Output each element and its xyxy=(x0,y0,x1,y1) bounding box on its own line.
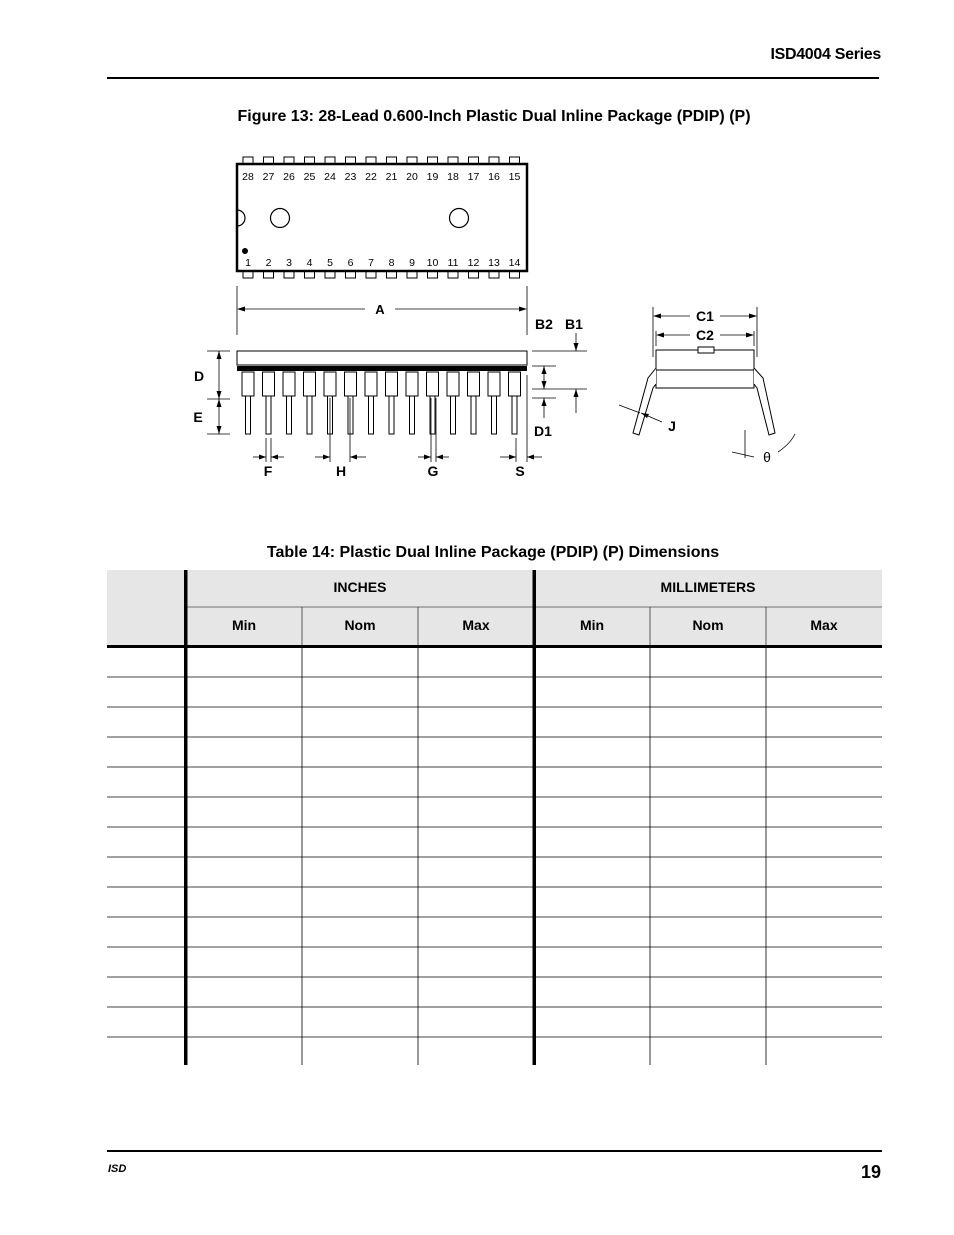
pin1-dot xyxy=(242,248,248,254)
label-c2: C2 xyxy=(696,327,714,343)
pin-number-label: 13 xyxy=(488,257,500,269)
pin-number-label: 24 xyxy=(324,171,336,183)
pin-number-label: 7 xyxy=(368,257,374,269)
label-e: E xyxy=(193,409,203,425)
side-view-leads xyxy=(242,372,521,434)
pin-number-label: 15 xyxy=(508,171,521,183)
pin-number-label: 9 xyxy=(409,257,415,269)
table-caption: Table 14: Plastic Dual Inline Package (PDIP) (P) Dimensions xyxy=(266,544,720,561)
footer-company: ISD xyxy=(108,1163,127,1175)
label-j: J xyxy=(668,418,676,434)
label-theta: θ xyxy=(763,449,771,465)
pin-number-label: 21 xyxy=(385,171,398,183)
pin-number-label: 3 xyxy=(286,257,292,269)
side-lead xyxy=(386,372,398,434)
subheader-mm-max: Max xyxy=(810,617,838,633)
subheader-inches-min: Min xyxy=(231,617,257,633)
pin-number-label: 18 xyxy=(447,171,459,183)
pin-number-label: 25 xyxy=(303,171,316,183)
pin-number-label: 6 xyxy=(347,257,354,269)
side-lead xyxy=(509,372,521,434)
subheader-inches-max: Max xyxy=(462,617,490,633)
label-c1: C1 xyxy=(696,308,714,324)
footer-rule xyxy=(107,1150,882,1152)
package-body-top xyxy=(237,164,527,271)
label-d: D xyxy=(193,368,205,384)
side-lead xyxy=(283,372,295,434)
pin-number-label: 12 xyxy=(467,257,480,269)
side-lead xyxy=(304,372,316,434)
pin-number-label: 11 xyxy=(447,257,459,269)
side-lead xyxy=(406,372,418,434)
series-title: ISD4004 Series xyxy=(770,46,881,63)
dimension-b-d1 xyxy=(532,333,587,418)
subheader-mm-nom: Nom xyxy=(692,617,724,633)
side-lead xyxy=(468,372,480,434)
pin-number-label: 4 xyxy=(306,257,313,269)
page-number: 19 xyxy=(860,1162,881,1182)
side-view xyxy=(237,351,527,434)
label-f: F xyxy=(263,463,273,479)
figure-caption: Figure 13: 28-Lead 0.600-Inch Plastic Dual Inline Package (PDIP) (P) xyxy=(237,108,751,125)
label-d1: D1 xyxy=(534,423,552,439)
side-lead xyxy=(365,372,377,434)
label-a: A xyxy=(375,302,385,317)
header-inches: INCHES xyxy=(333,579,387,595)
subheader-mm-min: Min xyxy=(579,617,605,633)
top-view xyxy=(237,157,527,278)
label-g: G xyxy=(427,463,439,479)
pin-number-label: 26 xyxy=(283,171,295,183)
side-lead xyxy=(427,372,439,434)
pin-number-label: 14 xyxy=(508,257,521,269)
label-b1: B1 xyxy=(565,316,583,332)
pin-number-label: 23 xyxy=(344,171,357,183)
pin-number-label: 28 xyxy=(242,171,254,183)
pin-number-label: 22 xyxy=(365,171,377,183)
side-lead xyxy=(242,372,254,434)
pin-number-label: 20 xyxy=(406,171,418,183)
label-h: H xyxy=(335,463,347,479)
pin-number-label: 10 xyxy=(426,257,439,269)
header-millimeters: MILLIMETERS xyxy=(660,579,756,595)
pin-number-label: 1 xyxy=(245,257,251,269)
subheader-inches-nom: Nom xyxy=(344,617,376,633)
pin-number-label: 17 xyxy=(467,171,480,183)
side-lead xyxy=(447,372,459,434)
pin-number-label: 5 xyxy=(327,257,333,269)
side-lead xyxy=(345,372,357,434)
side-lead xyxy=(263,372,275,434)
dimension-d-e xyxy=(207,351,230,434)
pin-number-label: 16 xyxy=(488,171,500,183)
pin-number-label: 8 xyxy=(388,257,395,269)
pin-number-label: 2 xyxy=(265,257,272,269)
side-lead xyxy=(488,372,500,434)
pdip-package-diagram xyxy=(0,0,954,520)
label-s: S xyxy=(515,463,525,479)
dimensions-table xyxy=(107,570,882,1065)
label-b2: B2 xyxy=(535,316,553,332)
pin-number-label: 19 xyxy=(426,171,439,183)
pin-number-label: 27 xyxy=(262,171,275,183)
